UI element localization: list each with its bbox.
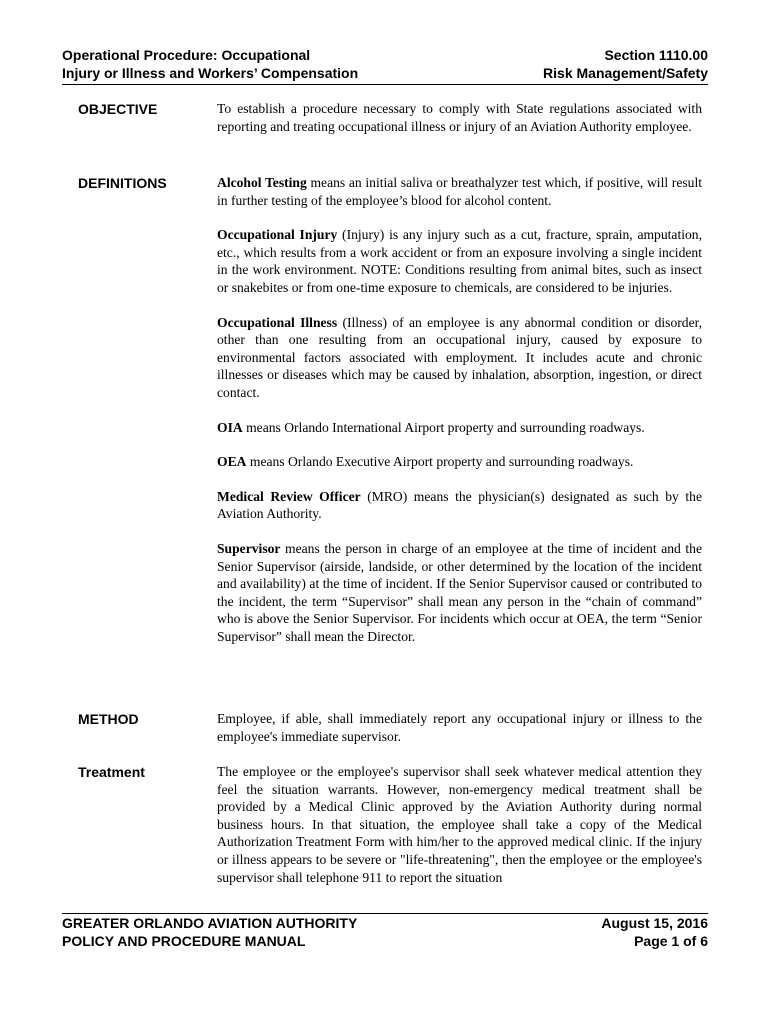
definition-text: means an initial saliva or breathalyzer test which, if positive, will result in further testing of the employee’s blood for alcohol content. [217,175,702,208]
document-title [62,46,358,82]
page-number: Page 1 of 6 [634,933,708,949]
section-info [543,46,708,82]
definition-text: means Orlando International Airport property and surrounding roadways. [242,419,645,435]
footer-page-info [601,914,708,950]
definition-item [217,314,702,402]
organization-name: GREATER ORLANDO AVIATION AUTHORITY [62,915,358,931]
section-category: Risk Management/Safety [543,65,708,81]
effective-date: August 15, 2016 [601,915,708,931]
definition-term: OEA [217,454,247,470]
section-number: Section 1110.00 [604,47,708,63]
definitions-list [217,174,702,662]
method-text [217,710,702,762]
page-header [62,46,708,85]
footer-organization [62,914,357,950]
definition-text: means the person in charge of an employee at the time of incident and the Senior Supervisor (airside, landside, or other determined by the location of the incident and availability) at the time of incident. If the Senior Supervisor caused or contributed to the incident, the term “Supervisor” shall mean any person in the “chain of command” who is above the Senior Supervisor. For incidents which occur at OEA, the term “Senior Supervisor” shall mean the Director. [217,540,702,644]
method-label: METHOD [78,711,139,727]
definition-item [217,174,702,209]
page-footer [62,913,708,954]
definition-term: Supervisor [217,540,281,556]
objective-paragraph: To establish a procedure necessary to comply with State regulations associated with reporting and treating occupational illness or injury of an Aviation Authority employee. [217,101,702,134]
treatment-paragraph: The employee or the employee's supervisor shall seek whatever medical attention they feel the situation warrants. However, non-emergency medical treatment shall be provided by a Medical Clinic approved by the Aviation Authority during normal business hours. In that situation, the employee shall take a copy of the Medical Authorization Treatment Form with him/her to the approved medical clinic. If the injury or illness appears to be severe or "life-threatening", then the employee or the employee's supervisor shall telephone 911 to report the situation [217,764,702,885]
treatment-text [217,763,702,903]
definition-term: OIA [217,419,243,435]
definition-term: Alcohol Testing [217,175,307,190]
definition-text: (MRO) means the physician(s) designated as such by the Aviation Authority. [217,488,702,522]
objective-label: OBJECTIVE [78,101,158,117]
definition-item [217,488,702,523]
definition-term: Occupational Injury [217,227,338,243]
definition-item [217,540,702,646]
definition-term: Occupational Illness [217,314,338,330]
definition-item [217,419,702,437]
method-paragraph: Employee, if able, shall immediately report any occupational injury or illness to the employee's immediate supervisor. [217,711,702,744]
treatment-label: Treatment [78,764,145,780]
title-line-1: Operational Procedure: Occupational [62,47,311,63]
title-line-2: Injury or Illness and Workers’ Compensation [62,65,359,81]
objective-text [217,100,702,152]
definition-text: (Illness) of an employee is any abnormal condition or disorder, other than one resulting from an occupational injury, caused by exposure to environmental factors associated with employment. It includes acute and chronic illnesses or diseases which may be caused by inhalation, absorption, ingestion, or direct contact. [217,314,702,400]
definition-item [217,453,702,471]
definition-item [217,226,702,296]
definition-text: (Injury) is any injury such as a cut, fracture, sprain, amputation, etc., which results from a work accident or from an exposure involving a single incident in the work environment. NOTE: Conditions resulting from animal bites, such as insect or snakebites or from one-time exposure to chemicals, are considered to be injuries. [217,227,702,295]
definition-text: means Orlando Executive Airport property and surrounding roadways. [246,454,634,470]
definition-term: Medical Review Officer [217,488,361,504]
definitions-label: DEFINITIONS [78,175,167,191]
manual-name: POLICY AND PROCEDURE MANUAL [62,933,306,949]
